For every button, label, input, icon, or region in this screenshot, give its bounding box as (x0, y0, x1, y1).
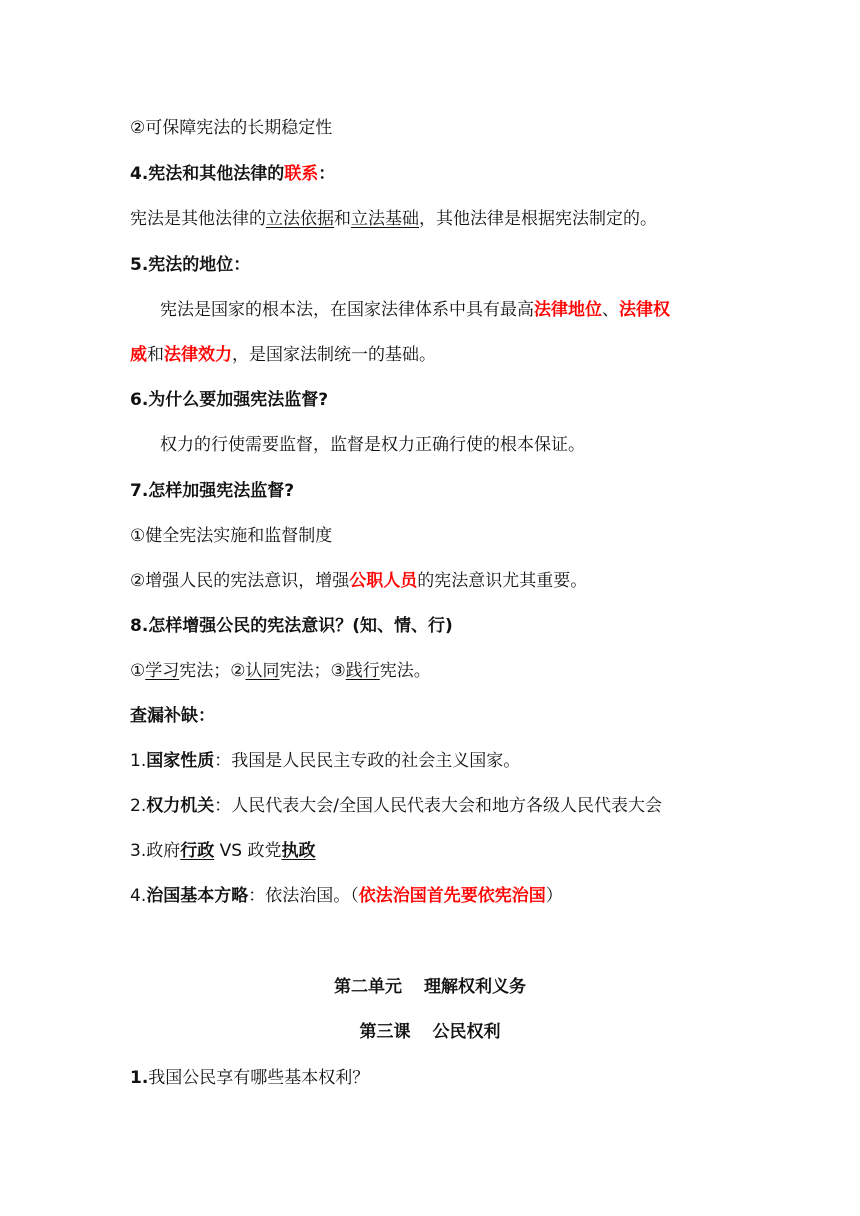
section-heading-5 (130, 253, 250, 277)
highlight-text: 威 (130, 345, 147, 365)
text-line (130, 839, 315, 863)
text: 权力的行使需要监督，监督是权力正确行使的根本保证。 (160, 435, 585, 455)
text-line (130, 749, 520, 773)
text-line (130, 794, 662, 818)
question-line (130, 1066, 369, 1090)
text: 宪法；③ (279, 661, 346, 681)
text-line (160, 298, 670, 322)
unit-number: 第二单元 (334, 977, 402, 997)
highlight-text: 依法治国首先要依宪治国 (358, 886, 546, 906)
text: 和 (147, 345, 164, 365)
text: 8.怎样增强公民的宪法意识？(知、情、行) (130, 616, 453, 636)
bold-text: 权力机关 (146, 796, 215, 816)
text: 、 (602, 300, 619, 320)
text-line (130, 116, 332, 140)
bold-underlined-text: 行政 (180, 841, 215, 861)
text: ：我国是人民民主专政的社会主义国家。 (214, 751, 521, 771)
highlight-text: 法律地位 (534, 300, 602, 320)
text: 和 (334, 209, 351, 229)
question-number: 1. (130, 1068, 149, 1088)
section-heading-8 (130, 614, 453, 638)
text: 1. (130, 751, 147, 771)
highlight-text: 公职人员 (349, 571, 418, 591)
lesson-name: 公民权利 (432, 1022, 501, 1042)
text: ①健全宪法实施和监督制度 (130, 526, 333, 546)
text: 6.为什么要加强宪法监督? (130, 390, 329, 410)
text: ②增强人民的宪法意识，增强 (130, 571, 350, 591)
text-line (130, 659, 431, 683)
section-heading-review (130, 704, 215, 728)
text: ②可保障宪法的长期稳定性 (130, 118, 333, 138)
text: ，是国家法制统一的基础。 (232, 345, 436, 365)
text-line (130, 569, 587, 593)
text: 3.政府 (130, 841, 181, 861)
bold-text: 治国基本方略 (146, 886, 249, 906)
highlight-text: 法律权 (619, 300, 670, 320)
section-heading-4 (130, 162, 335, 186)
bold-underlined-text: 执政 (281, 841, 316, 861)
underlined-text: 认同 (245, 661, 280, 681)
underlined-text: 践行 (345, 661, 380, 681)
text: 的宪法意识尤其重要。 (417, 571, 588, 591)
text: 5.宪法的地位： (130, 255, 251, 275)
underlined-text: 立法依据 (266, 209, 334, 229)
underlined-text: 立法基础 (351, 209, 419, 229)
question-text: 我国公民享有哪些基本权利？ (148, 1068, 370, 1088)
lesson-number: 第三课 (359, 1022, 411, 1042)
text-line (130, 884, 563, 908)
lesson-title (0, 1020, 860, 1044)
section-heading-6 (130, 388, 328, 412)
text-line (130, 207, 657, 231)
unit-name: 理解权利义务 (424, 977, 526, 997)
highlight-text: 联系 (284, 164, 319, 184)
text: 2. (130, 796, 147, 816)
text-line (130, 524, 332, 548)
unit-title (0, 975, 860, 999)
text: 宪法是其他法律的 (130, 209, 266, 229)
text: 4. (130, 886, 147, 906)
text: 宪法；② (179, 661, 246, 681)
text: VS 政党 (214, 841, 282, 861)
text: 7.怎样加强宪法监督? (130, 481, 295, 501)
underlined-text: 学习 (145, 661, 180, 681)
text: 宪法是国家的根本法，在国家法律体系中具有最高 (160, 300, 534, 320)
text: ① (130, 661, 146, 681)
text: 宪法。 (379, 661, 431, 681)
text: ） (545, 886, 563, 906)
text: ：依法治国。（ (248, 886, 359, 906)
highlight-text: 法律效力 (164, 345, 232, 365)
text: ：人民代表大会/全国人民代表大会和地方各级人民代表大会 (214, 796, 662, 816)
text: 查漏补缺： (130, 706, 215, 726)
text: 4.宪法和其他法律的 (130, 164, 285, 184)
text-line (130, 343, 436, 367)
text: ，其他法律是根据宪法制定的。 (419, 209, 657, 229)
text-line (160, 433, 585, 457)
bold-text: 国家性质 (146, 751, 215, 771)
text: ： (318, 164, 336, 184)
section-heading-7 (130, 479, 294, 503)
